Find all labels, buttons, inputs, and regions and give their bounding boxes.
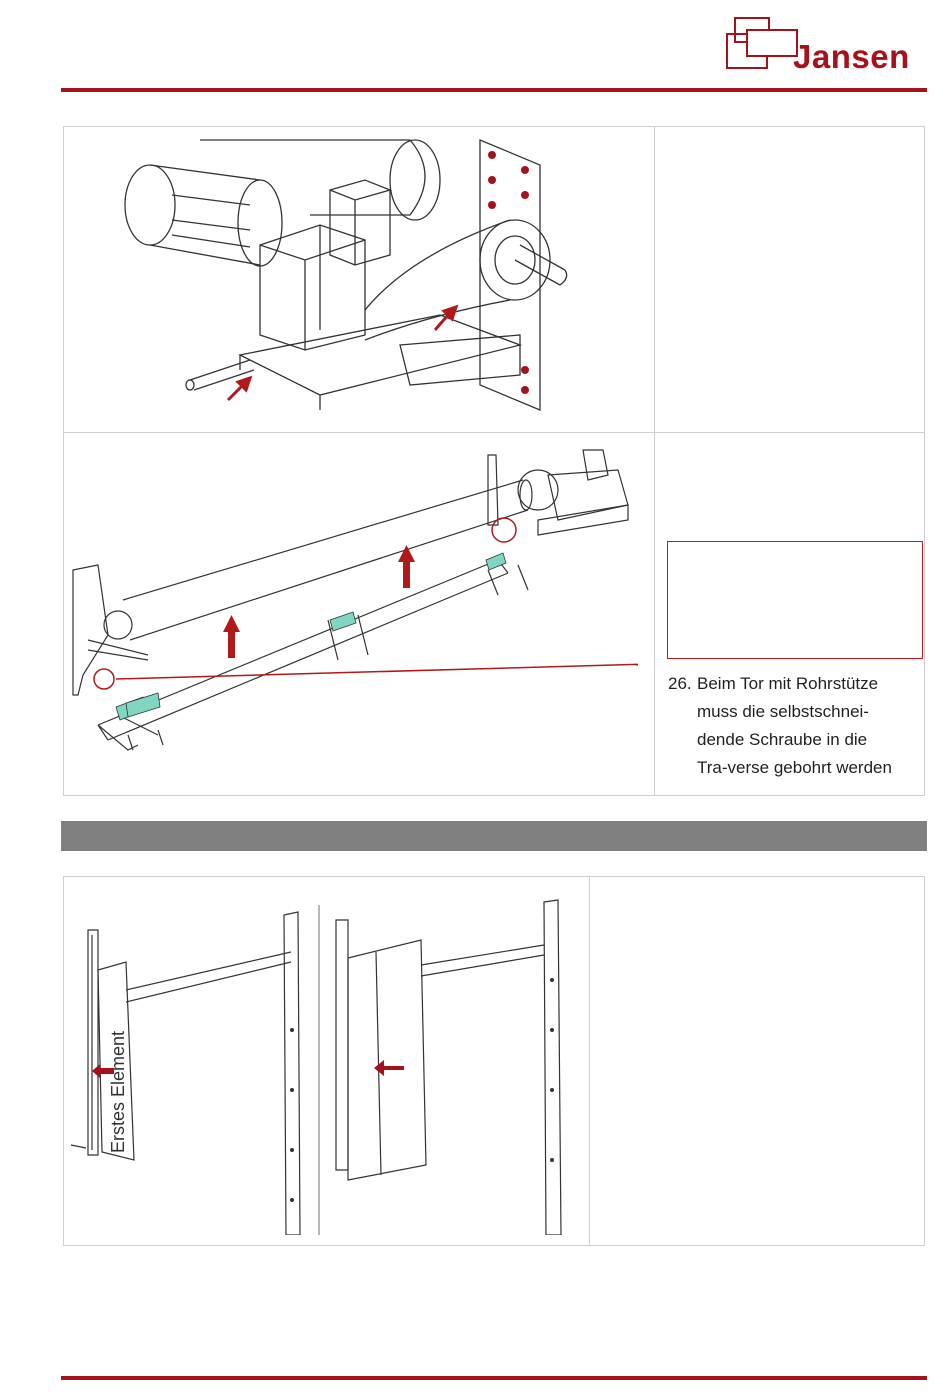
step-26 [668, 670, 918, 782]
drive-unit-figure [110, 135, 570, 420]
section-header-bar [61, 821, 927, 851]
header-rule [61, 88, 927, 92]
step-26-highlight-box [667, 541, 923, 659]
table-2-column-divider [589, 876, 590, 1246]
footer-rule [61, 1376, 927, 1380]
brand-logo [725, 16, 930, 76]
logo-wordmark: Jansen [793, 38, 910, 75]
panel-insertion-figure [66, 890, 586, 1235]
step-number: 26. [668, 674, 692, 693]
step-instruction: Beim Tor mit Rohrstütze muss die selbstschnei-dende Schraube in die Tra-verse gebohrt werden [697, 674, 892, 777]
table-1-row-divider [63, 432, 925, 433]
panel-label: Erstes Element [108, 1030, 128, 1154]
table-1-column-divider [654, 126, 655, 796]
tube-support-figure [68, 445, 638, 765]
